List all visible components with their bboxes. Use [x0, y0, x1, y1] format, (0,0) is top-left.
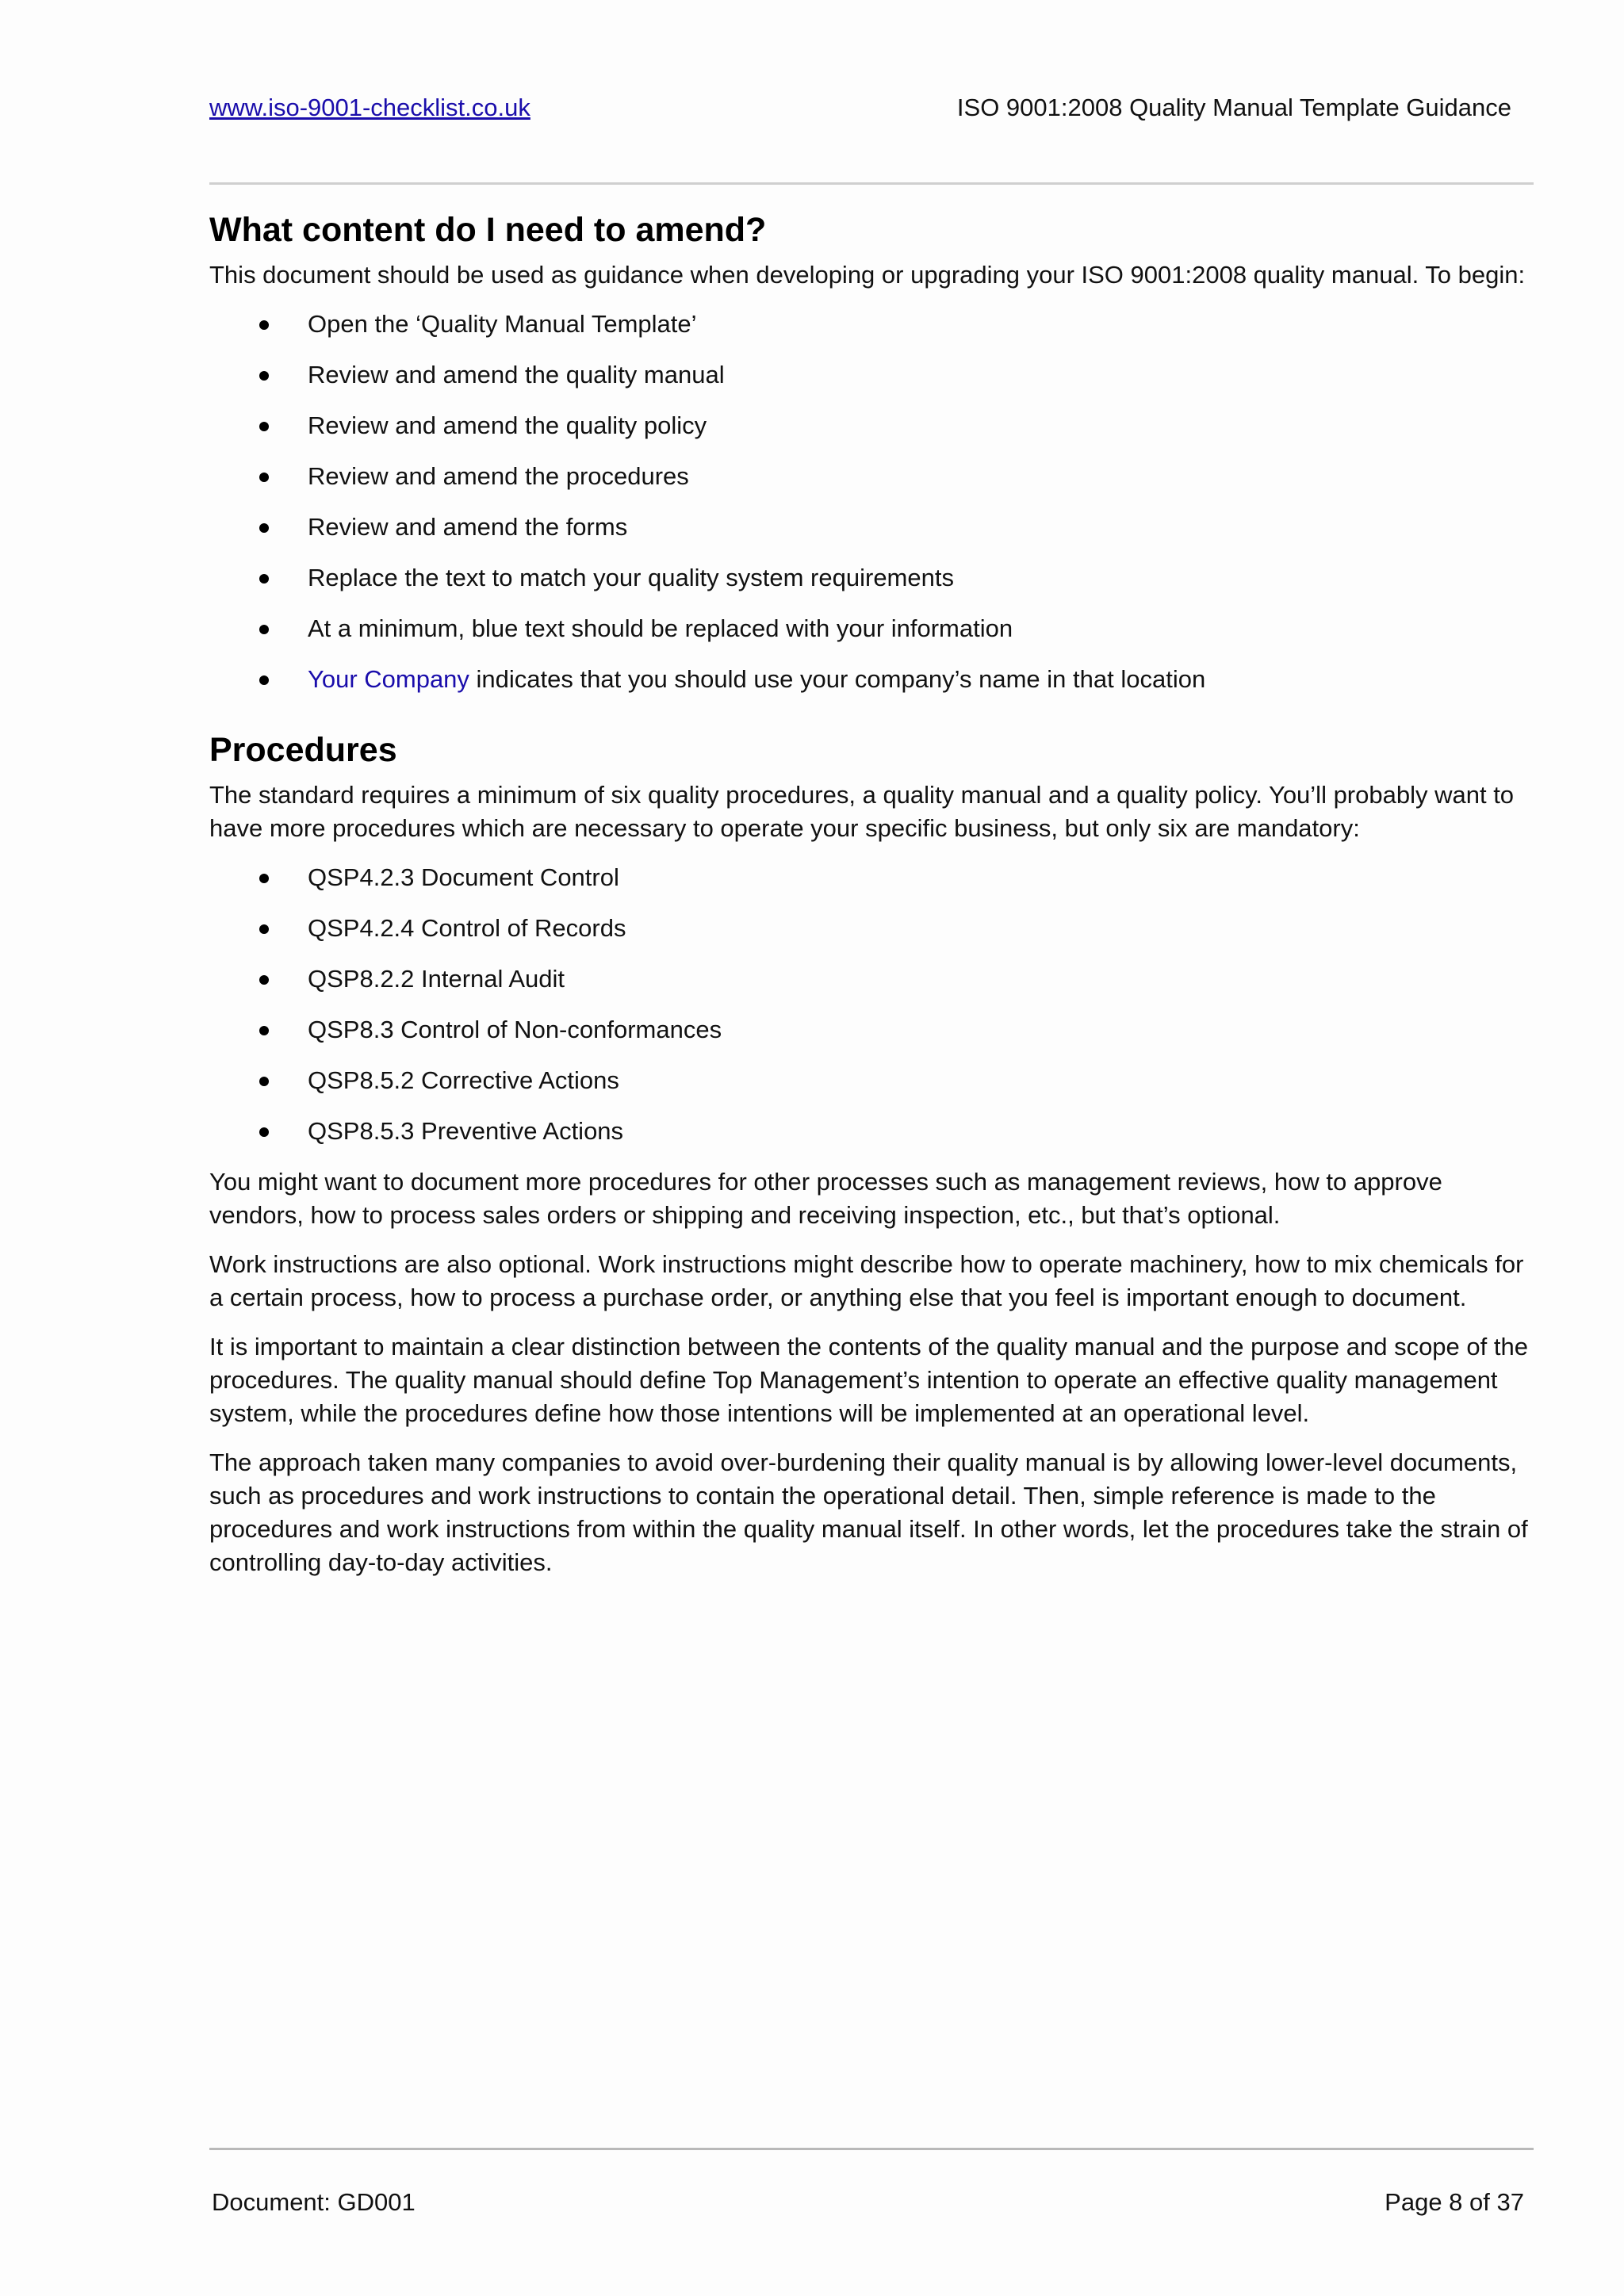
paragraph: Work instructions are also optional. Work instructions might describe how to operate machinery, how to mix chemicals for a certain process, how to process a purchase order, or anything else that you feel is important enough to document.	[209, 1250, 1524, 1311]
header-title: ISO 9001:2008 Quality Manual Template Guidance	[956, 94, 1511, 121]
amend-steps-list	[209, 308, 1534, 696]
website-link[interactable]: www.iso-9001-checklist.co.uk	[209, 94, 530, 121]
page-number: Page 8 of 37	[1385, 2188, 1524, 2216]
your-company-placeholder: Your Company	[308, 665, 469, 693]
list-item: QSP8.2.2 Internal Audit	[209, 962, 1534, 996]
list-item: Review and amend the quality manual	[209, 358, 1534, 392]
header-divider	[209, 182, 1534, 185]
list-item: QSP4.2.4 Control of Records	[209, 912, 1534, 945]
section-heading-procedures: Procedures	[209, 731, 397, 769]
list-item: Review and amend the procedures	[209, 460, 1534, 493]
list-item: Replace the text to match your quality system requirements	[209, 561, 1534, 595]
document-id: Document: GD001	[212, 2188, 416, 2216]
list-item-text: indicates that you should use your company’s name in that location	[469, 665, 1206, 693]
paragraph: The approach taken many companies to avoid over-burdening their quality manual is by allowing lower-level documents, such as procedures and work instructions to contain the operational detail. Then, simple reference is made to the procedures and work instructions from within the quality manual itself. In other words, let the procedures take the strain of controlling day-to-day activities.	[209, 1448, 1528, 1576]
footer-divider	[209, 2148, 1534, 2150]
list-item: QSP8.3 Control of Non-conformances	[209, 1013, 1534, 1047]
section-heading-amend: What content do I need to amend?	[209, 211, 767, 249]
paragraph: It is important to maintain a clear distinction between the contents of the quality manual and the purpose and scope of the procedures. The quality manual should define Top Management’s intention to operate an effective quality management system, while the procedures define how those intentions will be implemented at an operational level.	[209, 1333, 1528, 1427]
paragraph: You might want to document more procedures for other processes such as management reviews, how to approve vendors, how to process sales orders or shipping and receiving inspection, etc., but that’s optional.	[209, 1168, 1442, 1229]
list-item: QSP8.5.2 Corrective Actions	[209, 1064, 1534, 1097]
main-content	[209, 208, 1534, 1595]
list-item: Review and amend the quality policy	[209, 409, 1534, 442]
list-item: At a minimum, blue text should be replaced with your information	[209, 612, 1534, 645]
list-item: Open the ‘Quality Manual Template’	[209, 308, 1534, 341]
section-intro-amend: This document should be used as guidance when developing or upgrading your ISO 9001:2008 quality manual. To begin:	[209, 261, 1526, 289]
list-item-your-company	[209, 663, 1534, 696]
list-item: QSP8.5.3 Preventive Actions	[209, 1115, 1534, 1148]
list-item: QSP4.2.3 Document Control	[209, 861, 1534, 894]
list-item: Review and amend the forms	[209, 511, 1534, 544]
page-header	[209, 94, 1535, 128]
section-intro-procedures: The standard requires a minimum of six quality procedures, a quality manual and a quality policy. You’ll probably want to have more procedures which are necessary to operate your specific business, but only six are mandatory:	[209, 781, 1515, 842]
mandatory-procedures-list	[209, 861, 1534, 1148]
